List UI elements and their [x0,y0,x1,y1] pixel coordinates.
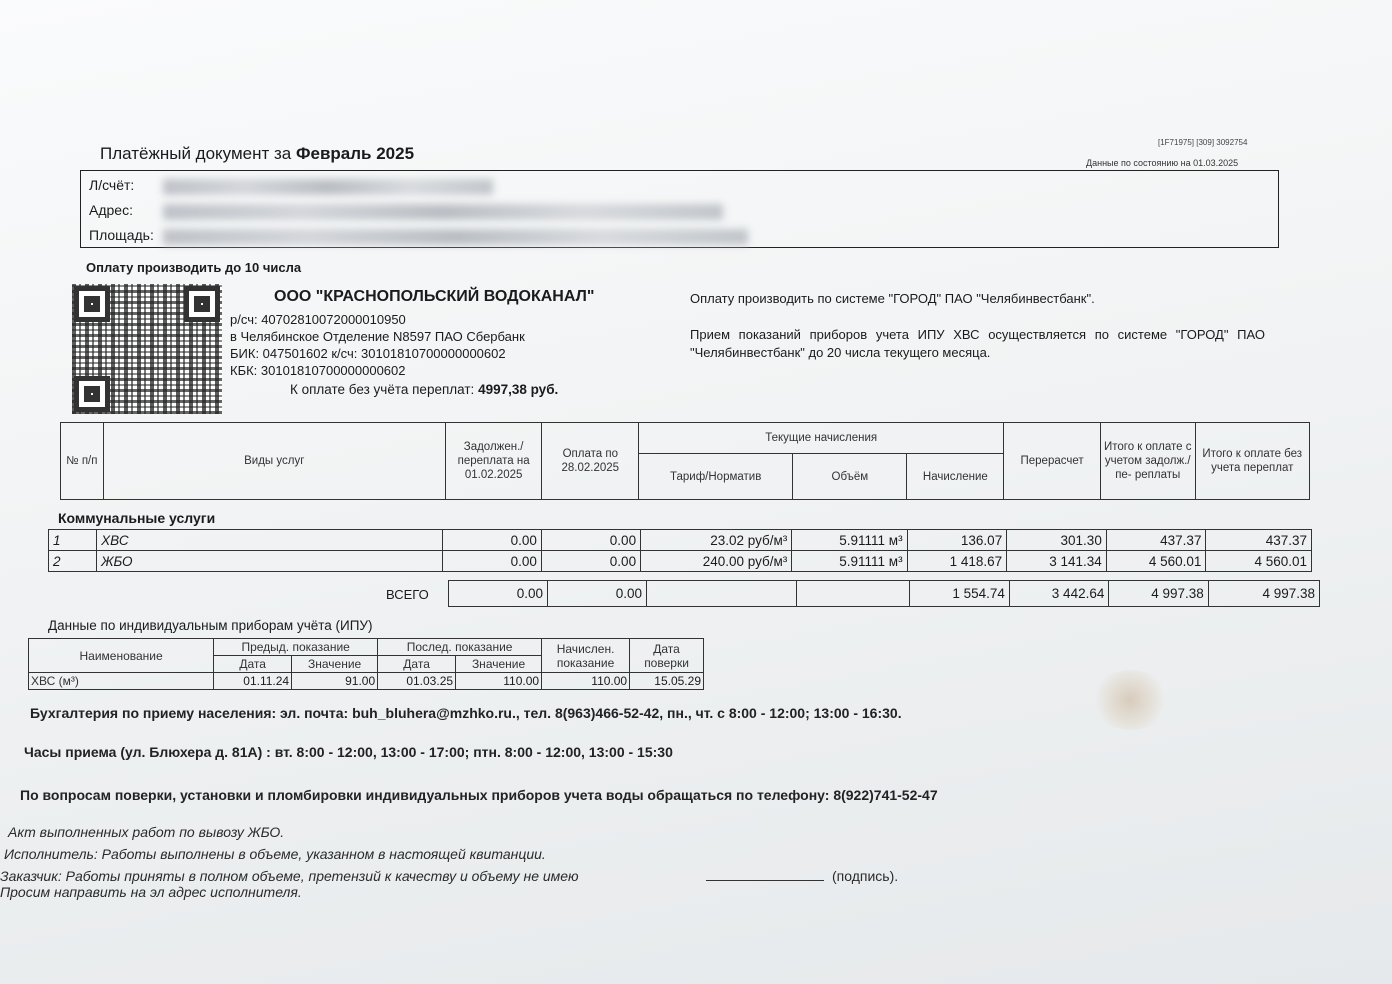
ipu-header-prev: Предыд. показание [214,639,378,656]
row-paid: 0.00 [541,530,640,551]
header-total-with: Итого к оплате с учетом задолж./пе- реплаты [1100,423,1195,500]
ipu-header-last-date: Дата [378,656,456,673]
total-with: 4 997.38 [1109,581,1208,607]
row-total-with: 4 560.01 [1106,551,1206,572]
verification-contacts: По вопросам поверки, установки и пломбировки индивидуальных приборов учета воды обращаться по телефону: 8(922)741-52-47 [20,787,938,803]
header-num: № п/п [61,423,104,500]
row-tariff: 23.02 руб/м³ [641,530,792,551]
meter-reading-note: Прием показаний приборов учета ИПУ ХВС осуществляется по системе "ГОРОД" ПАО "Челябинвестбанк" до 20 числа текущего месяца. [690,327,1265,360]
charges-table-header [60,422,1310,500]
signature-line [706,880,824,881]
row-total-with: 437.37 [1106,530,1206,551]
total-charge: 1 554.74 [910,581,1009,607]
header-recalc: Перерасчет [1004,423,1101,500]
provider-kbk: КБК: 30101810700000000602 [230,363,406,378]
ipu-header-last-value: Значение [456,656,542,673]
payment-system-note: Оплату производить по системе "ГОРОД" ПАО "Челябинвестбанк". [690,291,1095,306]
header-volume: Объём [793,454,907,500]
row-debt: 0.00 [442,551,541,572]
ipu-name: ХВС (м³) [29,673,214,690]
provider-name: ООО "КРАСНОПОЛЬСКИЙ ВОДОКАНАЛ" [274,288,595,305]
ipu-prev-value: 91.00 [292,673,378,690]
row-tariff: 240.00 руб/м³ [641,551,792,572]
account-info-box [80,170,1279,248]
ipu-verify: 15.05.29 [630,673,704,690]
ipu-row [29,673,704,690]
row-total-without: 4 560.01 [1206,551,1312,572]
act-contractor: Исполнитель: Работы выполнены в объеме, указанном в настоящей квитанции. [4,846,546,862]
row-total-without: 437.37 [1206,530,1312,551]
signature-label: (подпись). [832,868,899,884]
header-total-without: Итого к оплате без учета переплат [1195,423,1310,500]
header-debt: Задолжен./ переплата на 01.02.2025 [445,423,542,500]
ipu-header-charged: Начислен. показание [542,639,630,673]
accounting-contacts: Бухгалтерия по приему населения: эл. почта: buh_bluhera@mzhko.ru., тел. 8(963)466-52-42, пн., чт. с 8:00 - 12:00; 13:00 - 16:30. [30,705,902,721]
area-label: Площадь: [89,227,154,243]
act-request: Просим направить на эл адрес исполнителя. [0,884,302,900]
row-volume: 5.91111 м³ [792,551,907,572]
row-charge: 136.07 [907,530,1007,551]
amount-due: К оплате без учёта переплат: 4997,38 руб. [290,382,559,397]
pay-due-note: Оплату производить до 10 числа [86,260,302,275]
redacted-address [163,204,723,220]
provider-branch: в Челябинское Отделение N8597 ПАО Сбербанк [230,329,525,344]
charges-table [48,529,1312,572]
row-service: ЖБО [97,551,443,572]
ipu-prev-date: 01.11.24 [214,673,292,690]
totals-label: ВСЕГО [386,587,429,602]
header-charge: Начисление [907,454,1004,500]
total-without: 4 997.38 [1208,581,1319,607]
header-service: Виды услуг [103,423,445,500]
row-recalc: 3 141.34 [1007,551,1107,572]
section-title: Коммунальные услуги [58,510,216,526]
header-tariff: Тариф/Норматив [639,454,793,500]
total-paid: 0.00 [548,581,647,607]
address-label: Адрес: [89,202,133,218]
reception-hours: Часы приема (ул. Блюхера д. 81А) : вт. 8:00 - 12:00, 13:00 - 17:00; птн. 8:00 - 12:00, 13:00 - 15:30 [24,744,673,760]
row-paid: 0.00 [541,551,640,572]
ipu-table [28,638,704,690]
ipu-charged: 110.00 [542,673,630,690]
row-charge: 1 418.67 [907,551,1007,572]
header-paid: Оплата по 28.02.2025 [542,423,639,500]
provider-bik: БИК: 047501602 к/сч: 30101810700000000602 [230,346,506,361]
ipu-header-name: Наименование [29,639,214,673]
act-title: Акт выполненных работ по вывозу ЖБО. [8,824,285,840]
ipu-last-value: 110.00 [456,673,542,690]
row-recalc: 301.30 [1007,530,1107,551]
header-current: Текущие начисления [639,423,1004,454]
paper-stain [1090,670,1170,730]
redacted-account [163,179,493,195]
row-service: ХВС [97,530,443,551]
total-debt: 0.00 [449,581,548,607]
ipu-header-prev-value: Значение [292,656,378,673]
row-num: 2 [49,551,97,572]
document-title: Платёжный документ за Февраль 2025 [100,144,415,163]
ipu-header-prev-date: Дата [214,656,292,673]
ipu-title: Данные по индивидуальным приборам учёта (ИПУ) [48,618,373,633]
provider-account: р/сч: 40702810072000010950 [230,312,406,327]
document-ids: [1F71975] [309] 3092754 [1158,138,1248,147]
ipu-last-date: 01.03.25 [378,673,456,690]
row-volume: 5.91111 м³ [792,530,907,551]
account-label: Л/счёт: [89,177,135,193]
table-row [49,551,1312,572]
total-volume-empty [796,581,910,607]
total-tariff-empty [647,581,797,607]
total-recalc: 3 442.64 [1009,581,1108,607]
ipu-header-last: Послед. показание [378,639,542,656]
redacted-area [163,229,748,245]
qr-code-icon [72,284,222,414]
row-debt: 0.00 [442,530,541,551]
act-customer: Заказчик: Работы приняты в полном объеме, претензий к качеству и объему не имею [0,868,579,884]
totals-table [448,580,1320,607]
ipu-header-verify: Дата поверки [630,639,704,673]
row-num: 1 [49,530,97,551]
table-row [49,530,1312,551]
totals-row [449,581,1320,607]
as-of-date: Данные по состоянию на 01.03.2025 [1086,158,1239,168]
